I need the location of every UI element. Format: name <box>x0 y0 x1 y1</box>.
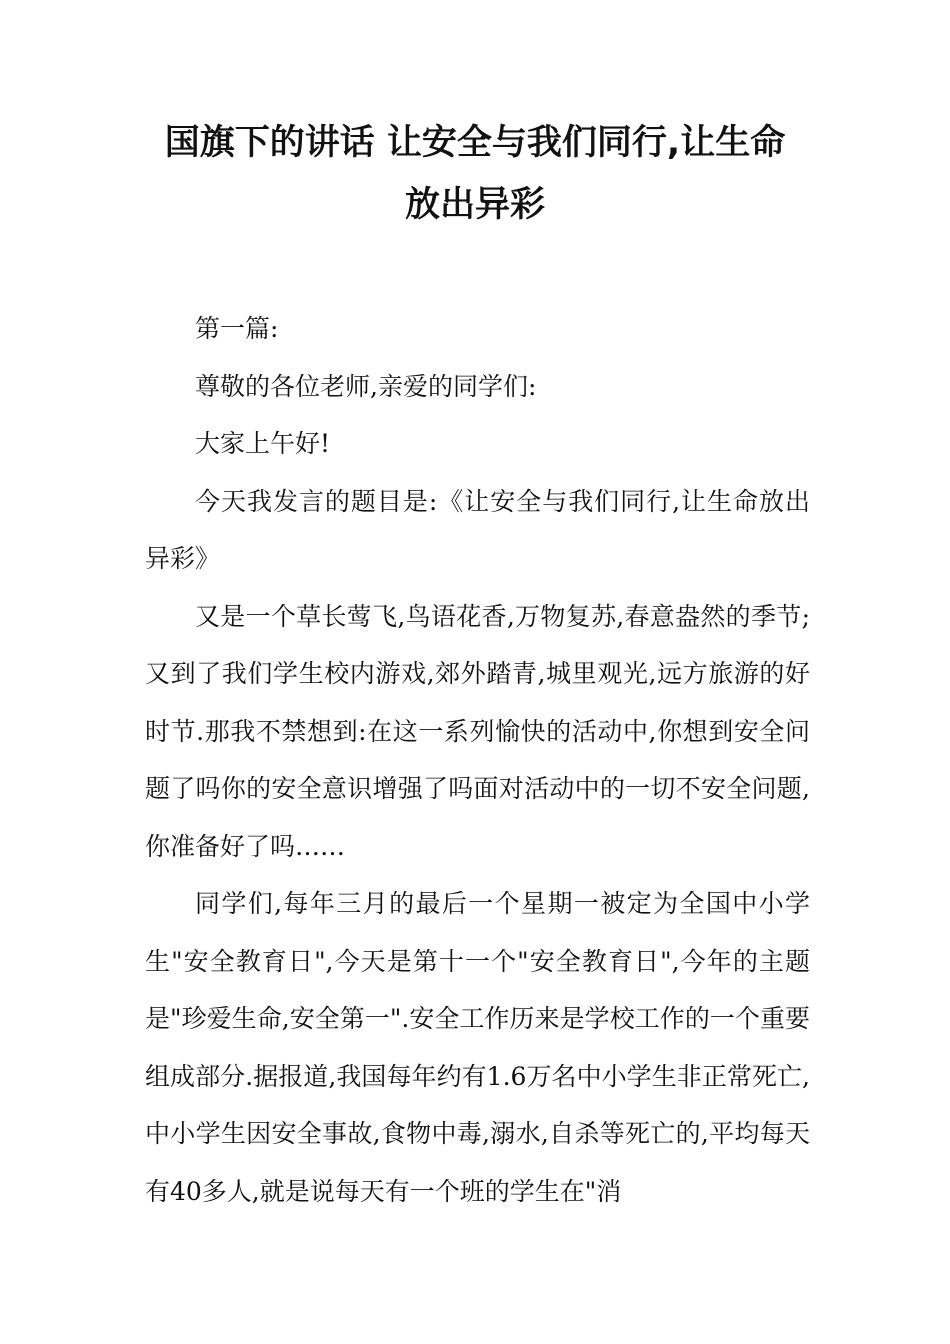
document-body <box>145 300 810 1220</box>
paragraph-topic: 今天我发言的题目是:《让安全与我们同行,让生命放出异彩》 <box>145 486 810 573</box>
title-line-2: 放出异彩 <box>404 185 545 225</box>
paragraph-salutation: 尊敬的各位老师,亲爱的同学们: <box>195 371 537 401</box>
document-title <box>120 112 830 236</box>
title-line-1: 国旗下的讲话 让安全与我们同行,让生命 <box>164 123 786 163</box>
paragraph-safety-day: 同学们,每年三月的最后一个星期一被定为全国中小学生"安全教育日",今天是第十一个"安全教育日",今年的主题是"珍爱生命,安全第一".安全工作历来是学校工作的一个重要组成部分.据报道,我国每年约有1.6万名中小学生非正常死亡,中小学生因安全事故,食物中毒,溺水,自杀等死亡的,平均每天有40多人,就是说每天有一个班的学生在"消 <box>145 889 810 1206</box>
paragraph-greeting: 大家上午好! <box>195 429 331 458</box>
paragraph-season: 又是一个草长莺飞,鸟语花香,万物复苏,春意盎然的季节;又到了我们学生校内游戏,郊外踏青,城里观光,远方旅游的好时节.那我不禁想到:在这一系列愉快的活动中,你想到安全问题了吗你的安全意识增强了吗面对活动中的一切不安全问题,你准备好了吗…… <box>145 601 810 861</box>
paragraph-heading: 第一篇: <box>195 314 279 343</box>
